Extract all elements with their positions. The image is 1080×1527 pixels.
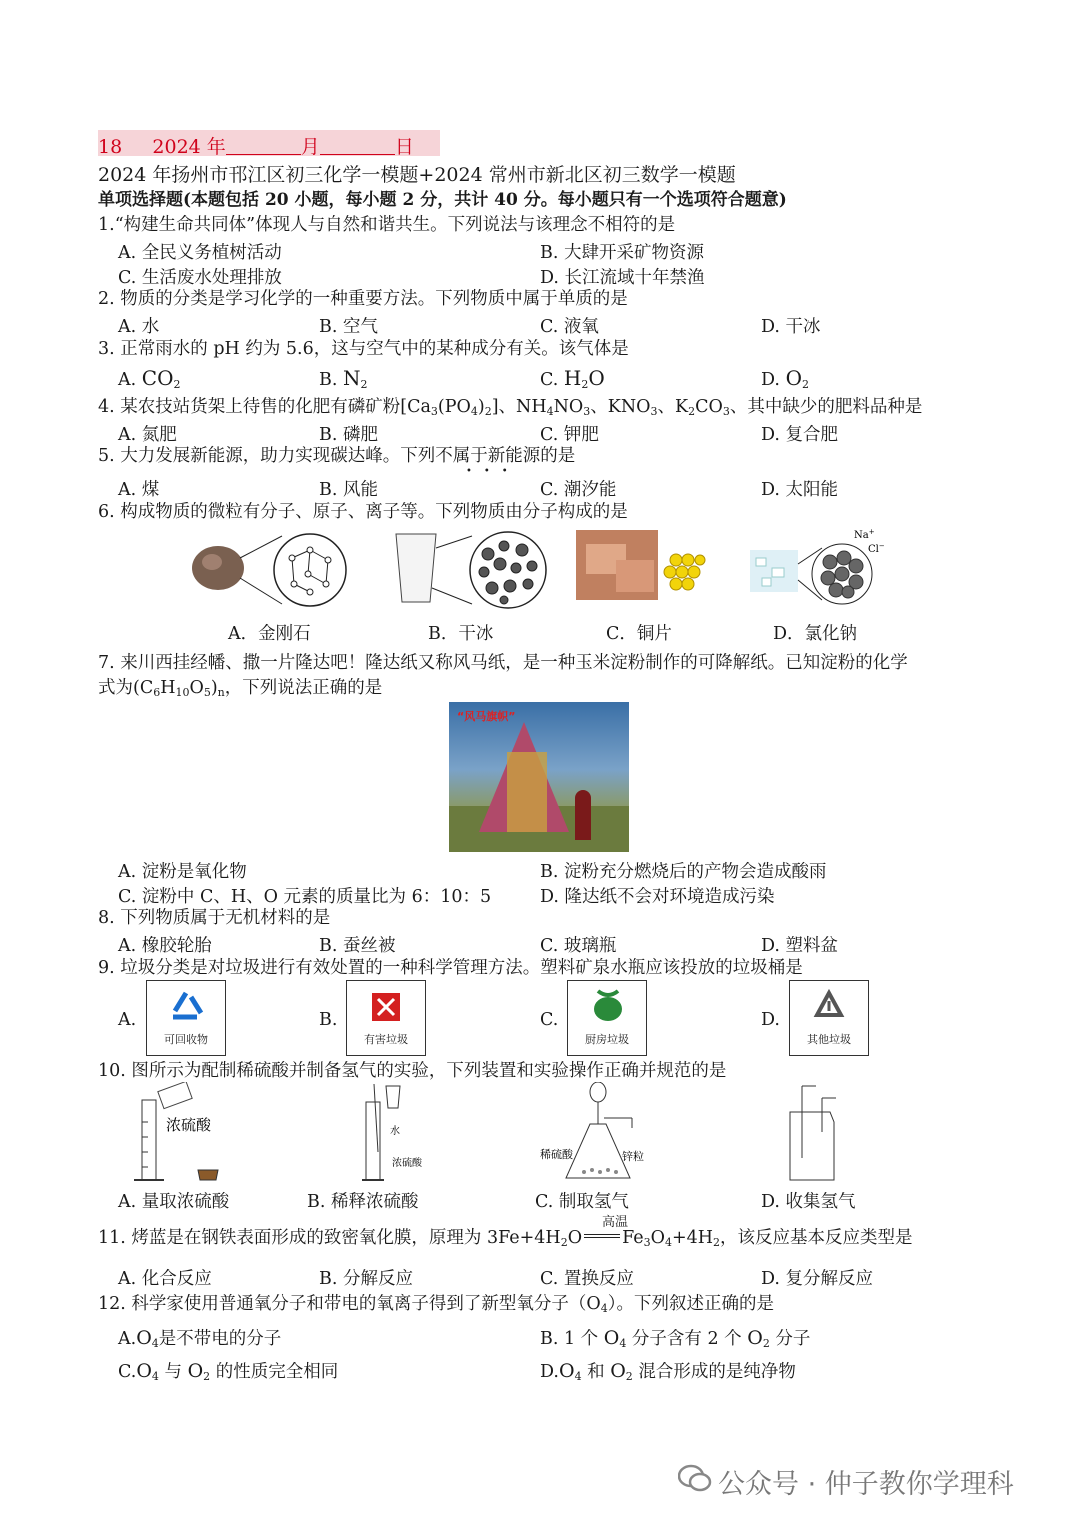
q6-option-b: B．干冰	[428, 624, 494, 644]
q10-option-d: D. 收集氢气	[761, 1192, 856, 1212]
other-bin-card	[789, 980, 869, 1056]
q2-option-a: A. 水	[118, 317, 160, 337]
q6-option-a: A．金刚石	[228, 624, 311, 644]
q11-option-a: A. 化合反应	[118, 1269, 212, 1289]
q8-option-b: B. 蚕丝被	[319, 936, 396, 956]
q12-option-c: $C.O_4$ 与 $O_2$ 的性质完全相同	[118, 1360, 339, 1383]
q6-option-d: D．氯化钠	[773, 624, 858, 644]
q1-option-d: D. 长江流域十年禁渔	[540, 268, 705, 288]
q1-option-c: C. 生活废水处理排放	[118, 268, 282, 288]
q12-stem: 12. 科学家使用普通氧分子和带电的氧离子得到了新型氧分子$(O_4)$。下列叙述正确的是	[98, 1294, 775, 1315]
q7-stem-line1: 7. 来川西挂经幡、撒一片隆达吧！隆达纸又称风马纸，是一种玉米淀粉制作的可降解纸。已知淀粉的化学	[98, 653, 908, 673]
day-label: 日	[394, 136, 414, 158]
q6-stem: 6. 构成物质的微粒有分子、原子、离子等。下列物质由分子构成的是	[98, 502, 628, 522]
bin-label-kitchen: 厨房垃圾	[585, 1033, 629, 1046]
year-label: 2024 年	[152, 136, 226, 158]
bin-label-recyclable: 可回收物	[164, 1033, 208, 1046]
q7-option-d: D. 隆达纸不会对环境造成污染	[540, 887, 775, 907]
q8-option-a: A. 橡胶轮胎	[118, 936, 212, 956]
q6-option-c: C．铜片	[606, 624, 672, 644]
sodium-chloride-figure	[748, 528, 888, 618]
q1-option-a: A. 全民义务植树活动	[118, 243, 282, 263]
q12-option-d: $D.O_4$ 和 $O_2$ 混合形成的是纯净物	[540, 1360, 796, 1383]
q12-option-a: $A.O_4$是不带电的分子	[118, 1327, 282, 1350]
q4-stem: 4. 某农技站货架上待售的化肥有磷矿粉$[Ca_3(PO_4)_2]$、$NH_4NO_3$、$KNO_3$、$K_2CO_3$、其中缺少的肥料品种是	[98, 397, 923, 418]
q3-option-c: C. $H_2O$	[540, 366, 605, 391]
kitchen-bin-card	[567, 980, 647, 1056]
copper-figure	[576, 530, 706, 602]
svg-text:浓硫酸: 浓硫酸	[166, 1116, 212, 1134]
q2-option-b: B. 空气	[319, 317, 378, 337]
reaction-condition: 高温	[602, 1215, 629, 1230]
q9-stem: 9. 垃圾分类是对垃圾进行有效处置的一种科学管理方法。塑料矿泉水瓶应该投放的垃圾桶是	[98, 958, 803, 978]
dry-ice-figure	[392, 528, 552, 618]
photo-caption: “风马旗帜”	[457, 710, 516, 723]
q8-stem: 8. 下列物质属于无机材料的是	[98, 908, 331, 928]
recyclable-bin-card	[146, 980, 226, 1056]
q9-option-a-label: A.	[118, 1010, 137, 1030]
q5-option-d: D. 太阳能	[761, 480, 839, 500]
q10-option-c: C. 制取氢气	[535, 1192, 629, 1212]
emphasis-dots: •••	[466, 466, 520, 477]
q3-option-b: B. $N_2$	[319, 366, 368, 391]
watermark-text: 公众号 · 仲子教你学理科	[718, 1469, 1014, 1500]
q9-option-c-label: C.	[540, 1010, 559, 1030]
diamond-figure	[192, 528, 352, 618]
hydrogen-generator-figure	[540, 1082, 670, 1186]
q9-option-b-label: B.	[319, 1010, 338, 1030]
wechat-icon	[678, 1464, 712, 1492]
q10-option-b: B. 稀释浓硫酸	[307, 1192, 419, 1212]
q7-stem-line2: 式为$(C_6H_{10}O_5)_n$，下列说法正确的是	[98, 678, 383, 699]
q9-option-d-label: D.	[761, 1010, 780, 1030]
q8-option-c: C. 玻璃瓶	[540, 936, 617, 956]
prayer-flag-photo	[449, 702, 629, 852]
q2-option-d: D. 干冰	[761, 317, 821, 337]
q12-option-b: B. 1 个 $O_4$ 分子含有 2 个 $O_2$ 分子	[540, 1327, 811, 1350]
q5-stem: 5. 大力发展新能源，助力实现碳达峰。下列不属于新能源的是	[98, 446, 576, 466]
q2-stem: 2. 物质的分类是学习化学的一种重要方法。下列物质中属于单质的是	[98, 289, 628, 309]
q1-stem: 1.“构建生命共同体”体现人与自然和谐共生。下列说法与该理念不相符的是	[98, 215, 676, 235]
svg-text:Na+: Na+	[854, 528, 875, 541]
q2-option-c: C. 液氧	[540, 317, 599, 337]
date-header	[98, 132, 414, 159]
measuring-cylinder-figure	[130, 1082, 230, 1186]
q1-option-b: B. 大肆开采矿物资源	[540, 243, 704, 263]
q11-option-c: C. 置换反应	[540, 1269, 634, 1289]
q7-option-a: A. 淀粉是氧化物	[118, 862, 247, 882]
page-number: 18	[98, 136, 123, 158]
q5-option-c: C. 潮汐能	[540, 480, 617, 500]
svg-text:Cl−: Cl−	[868, 542, 885, 555]
svg-text:浓硫酸: 浓硫酸	[392, 1158, 422, 1169]
bin-label-other: 其他垃圾	[807, 1033, 851, 1046]
q5-option-b: B. 风能	[319, 480, 378, 500]
q11-option-b: B. 分解反应	[319, 1269, 413, 1289]
q3-option-a: A. $CO_2$	[118, 366, 181, 391]
month-label: 月	[300, 136, 320, 158]
q4-option-a: A. 氮肥	[118, 425, 177, 445]
q11-stem: 11. 烤蓝是在钢铁表面形成的致密氧化膜，原理为 $3Fe+4H_2O$ $Fe_3O_4+4H_2$，该反应基本反应类型是	[98, 1228, 913, 1249]
gas-collection-figure	[780, 1082, 860, 1186]
svg-text:水: 水	[390, 1126, 400, 1137]
hazardous-bin-card	[346, 980, 426, 1056]
q7-option-c: C. 淀粉中 C、H、O 元素的质量比为 6：10：5	[118, 887, 492, 907]
q10-stem: 10. 图所示为配制稀硫酸并制备氢气的实验，下列装置和实验操作正确并规范的是	[98, 1061, 727, 1081]
q3-stem: 3. 正常雨水的 pH 约为 5.6，这与空气中的某种成分有关。该气体是	[98, 339, 629, 359]
q10-option-a: A. 量取浓硫酸	[118, 1192, 230, 1212]
q5-option-a: A. 煤	[118, 480, 160, 500]
q4-option-b: B. 磷肥	[319, 425, 378, 445]
q4-option-c: C. 钾肥	[540, 425, 599, 445]
dilution-figure	[360, 1082, 460, 1186]
q7-option-b: B. 淀粉充分燃烧后的产物会造成酸雨	[540, 862, 827, 882]
svg-text:锌粒: 锌粒	[622, 1150, 644, 1163]
q8-option-d: D. 塑料盆	[761, 936, 839, 956]
q3-option-d: D. $O_2$	[761, 366, 809, 391]
page-title: 2024 年扬州市邗江区初三化学一模题+2024 常州市新北区初三数学一模题	[98, 164, 736, 186]
q4-option-d: D. 复合肥	[761, 425, 839, 445]
q11-option-d: D. 复分解反应	[761, 1269, 874, 1289]
svg-text:稀硫酸: 稀硫酸	[540, 1148, 573, 1161]
bin-label-hazardous: 有害垃圾	[364, 1033, 408, 1046]
section-heading: 单项选择题(本题包括 20 小题，每小题 2 分，共计 40 分。每小题只有一个选项符合题意)	[98, 190, 787, 210]
